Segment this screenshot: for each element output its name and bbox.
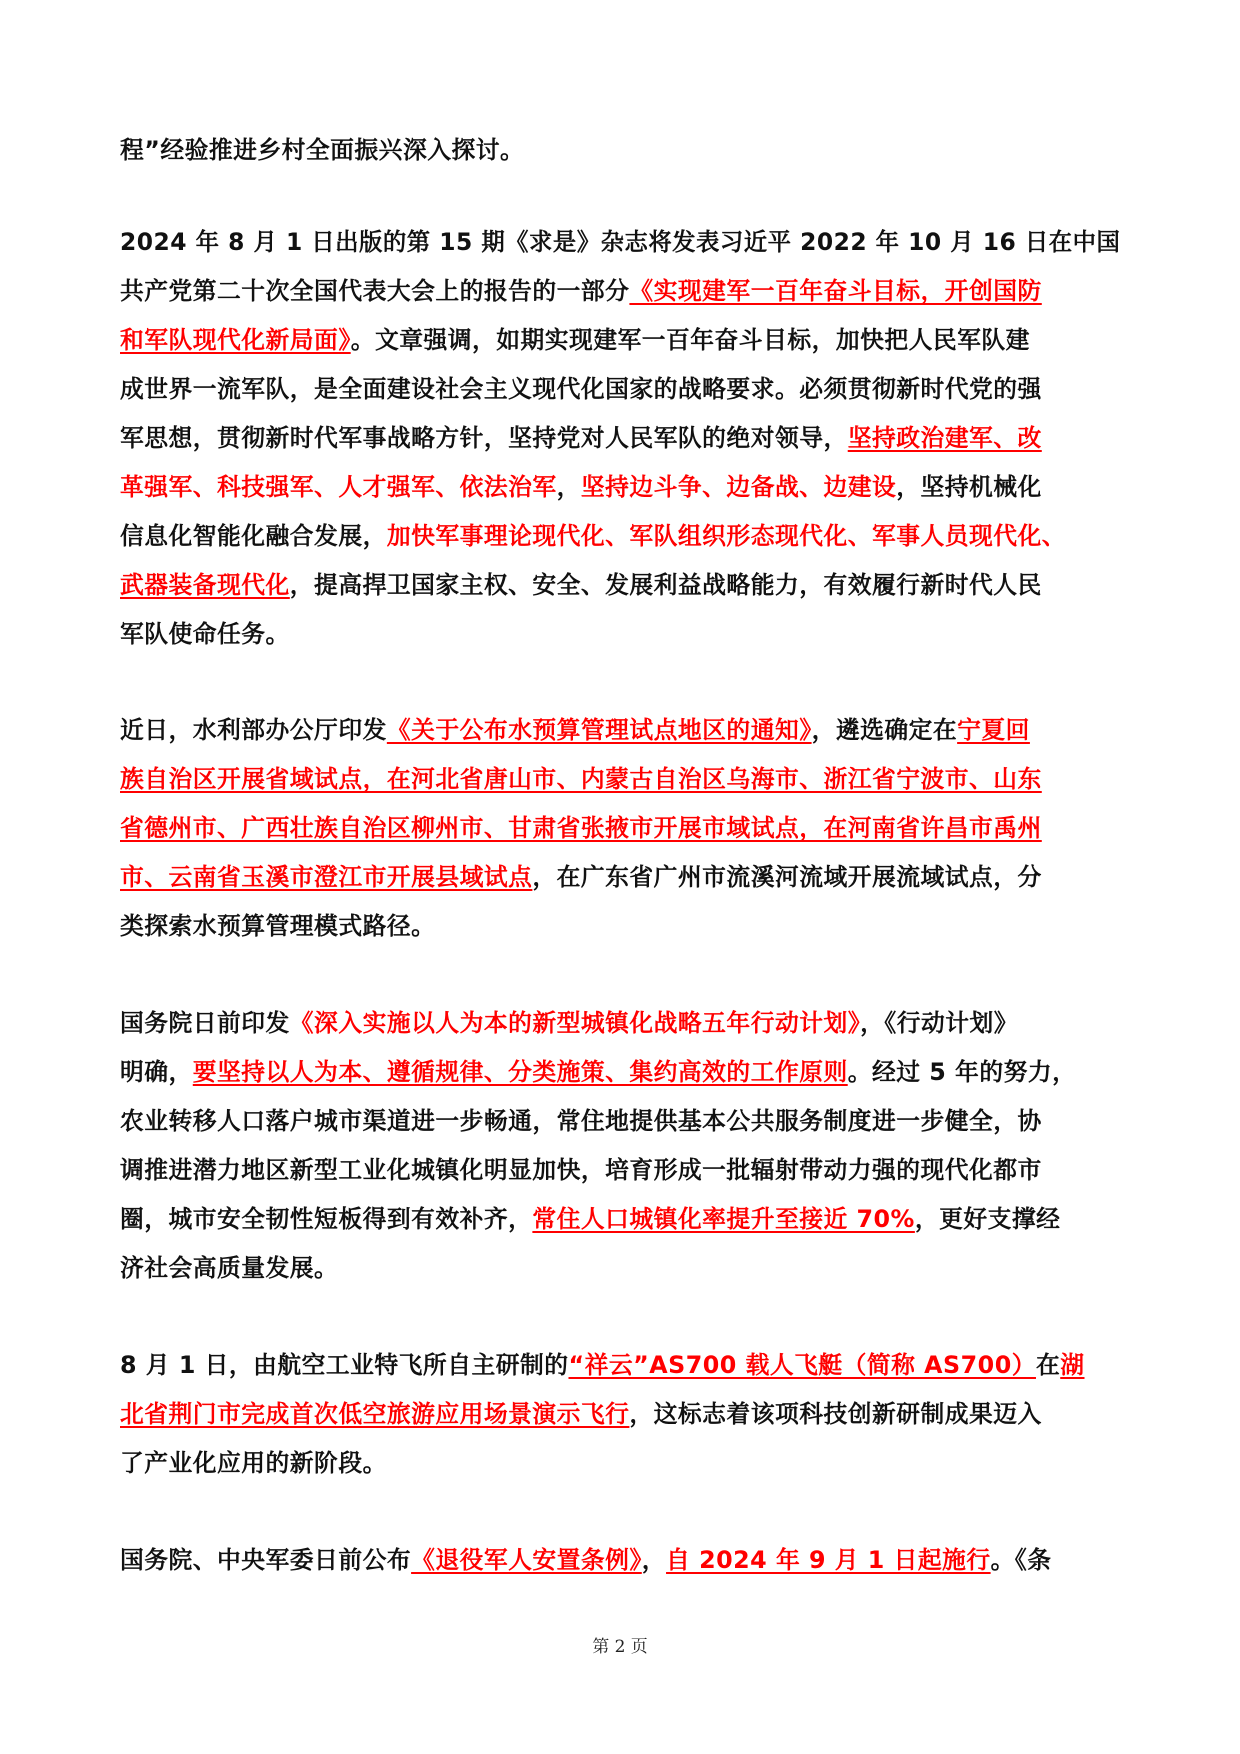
highlighted-underlined-text: 《退役军人安置条例》 bbox=[411, 1546, 642, 1574]
highlighted-text: 革强军、科技强军、人才强军、依法治军 bbox=[120, 473, 557, 501]
body-text: ，这标志着该项科技创新研制成果迈入 bbox=[629, 1400, 1042, 1428]
body-text: 8 月 1 日，由航空工业特飞所自主研制的 bbox=[120, 1351, 569, 1379]
body-text: 国务院、中央军委日前公布 bbox=[120, 1546, 412, 1574]
highlighted-text: 坚持边斗争、边备战、边建设 bbox=[580, 473, 897, 501]
text-line bbox=[120, 614, 1120, 654]
body-text: 程”经验推进乡村全面振兴深入探讨。 bbox=[120, 136, 525, 164]
text-line bbox=[120, 1540, 1120, 1580]
highlighted-underlined-text: 常住人口城镇化率提升至接近 70% bbox=[532, 1205, 915, 1233]
body-text: 调推进潜力地区新型工业化城镇化明显加快，培育形成一批辐射带动力强的现代化都市 bbox=[120, 1156, 1042, 1184]
text-line bbox=[120, 320, 1120, 360]
body-text: 近日，水利部办公厅印发 bbox=[120, 716, 387, 744]
body-text: ，提高捍卫国家主权、安全、发展利益战略能力，有效履行新时代人民 bbox=[289, 571, 1042, 599]
text-line bbox=[120, 1394, 1120, 1434]
text-line bbox=[120, 759, 1120, 799]
body-text: 。经过 5 年的努力， bbox=[847, 1058, 1077, 1086]
text-line bbox=[120, 1101, 1120, 1141]
body-text: ，《行动计划》 bbox=[860, 1009, 1019, 1037]
body-text: 济社会高质量发展。 bbox=[120, 1254, 339, 1282]
highlighted-underlined-text: 坚持政治建军、改 bbox=[847, 424, 1042, 452]
text-line bbox=[120, 1443, 1120, 1483]
text-line bbox=[120, 467, 1120, 507]
text-line bbox=[120, 418, 1120, 458]
body-text: ， bbox=[641, 1546, 667, 1574]
highlighted-text: 《深入实施以人为本的新型城镇化战略五年行动计划》 bbox=[289, 1009, 861, 1037]
text-line bbox=[120, 516, 1120, 556]
highlighted-underlined-text: 北省荆门市完成首次低空旅游应用场景演示飞行 bbox=[120, 1400, 630, 1428]
highlighted-text: 加快军事理论现代化、军队组织形态现代化、军事人员现代化、 bbox=[386, 522, 1067, 550]
text-line bbox=[120, 808, 1120, 848]
text-line bbox=[120, 906, 1120, 946]
body-text: 在 bbox=[1035, 1351, 1061, 1379]
highlighted-underlined-text: 《实现建军一百年奋斗目标，开创国防 bbox=[629, 277, 1042, 305]
highlighted-underlined-text: 自 2024 年 9 月 1 日起施行 bbox=[666, 1546, 991, 1574]
body-text: 军队使命任务。 bbox=[120, 620, 290, 648]
highlighted-underlined-text: 《关于公布水预算管理试点地区的通知》 bbox=[386, 716, 812, 744]
body-text: 共产党第二十次全国代表大会上的报告的一部分 bbox=[120, 277, 630, 305]
body-text: 明确， bbox=[120, 1058, 193, 1086]
text-line bbox=[120, 369, 1120, 409]
text-line bbox=[120, 130, 1120, 170]
body-text: ，更好支撑经 bbox=[914, 1205, 1061, 1233]
highlighted-underlined-text: “祥云”AS700 载人飞艇（简称 AS700） bbox=[568, 1351, 1036, 1379]
body-text: 圈，城市安全韧性短板得到有效补齐， bbox=[120, 1205, 533, 1233]
highlighted-underlined-text: 武器装备现代化 bbox=[120, 571, 290, 599]
text-line bbox=[120, 1150, 1120, 1190]
body-text: 了产业化应用的新阶段。 bbox=[120, 1449, 387, 1477]
body-text: 2024 年 8 月 1 日出版的第 15 期《求是》杂志将发表习近平 2022 年 10 月 16 日在中国 bbox=[120, 228, 1121, 256]
text-line bbox=[120, 1345, 1120, 1385]
highlighted-underlined-text: 和军队现代化新局面》 bbox=[120, 326, 351, 354]
highlighted-underlined-text: 湖 bbox=[1060, 1351, 1085, 1379]
body-text: 类探索水预算管理模式路径。 bbox=[120, 912, 436, 940]
highlighted-underlined-text: 要坚持以人为本、遵循规律、分类施策、集约高效的工作原则 bbox=[192, 1058, 848, 1086]
text-line bbox=[120, 1052, 1120, 1092]
body-text: 军思想，贯彻新时代军事战略方针，坚持党对人民军队的绝对领导， bbox=[120, 424, 848, 452]
body-text: ，在广东省广州市流溪河流域开展流域试点，分 bbox=[532, 863, 1042, 891]
body-text: 。《条 bbox=[990, 1546, 1052, 1574]
highlighted-underlined-text: 市、云南省玉溪市澄江市开展县域试点 bbox=[120, 863, 533, 891]
body-text: 信息化智能化融合发展， bbox=[120, 522, 387, 550]
body-text: ， bbox=[556, 473, 581, 501]
body-text: 成世界一流军队，是全面建设社会主义现代化国家的战略要求。必须贯彻新时代党的强 bbox=[120, 375, 1042, 403]
body-text: ，遴选确定在 bbox=[811, 716, 958, 744]
body-text: ，坚持机械化 bbox=[896, 473, 1042, 501]
highlighted-underlined-text: 宁夏回 bbox=[957, 716, 1030, 744]
body-text: 农业转移人口落户城市渠道进一步畅通，常住地提供基本公共服务制度进一步健全，协 bbox=[120, 1107, 1042, 1135]
text-line bbox=[120, 1003, 1120, 1043]
text-line bbox=[120, 271, 1120, 311]
highlighted-underlined-text: 省德州市、广西壮族自治区柳州市、甘肃省张掖市开展市域试点，在河南省许昌市禹州 bbox=[120, 814, 1042, 842]
highlighted-underlined-text: 族自治区开展省域试点，在河北省唐山市、内蒙古自治区乌海市、浙江省宁波市、山东 bbox=[120, 765, 1042, 793]
text-line bbox=[120, 857, 1120, 897]
body-text: 。文章强调，如期实现建军一百年奋斗目标，加快把人民军队建 bbox=[350, 326, 1030, 354]
text-line bbox=[120, 710, 1120, 750]
text-line bbox=[120, 565, 1120, 605]
text-line bbox=[120, 1248, 1120, 1288]
page-number-footer: 第 2 页 bbox=[592, 1637, 648, 1657]
text-line bbox=[120, 222, 1121, 262]
body-text: 国务院日前印发 bbox=[120, 1009, 290, 1037]
text-line bbox=[120, 1199, 1120, 1239]
